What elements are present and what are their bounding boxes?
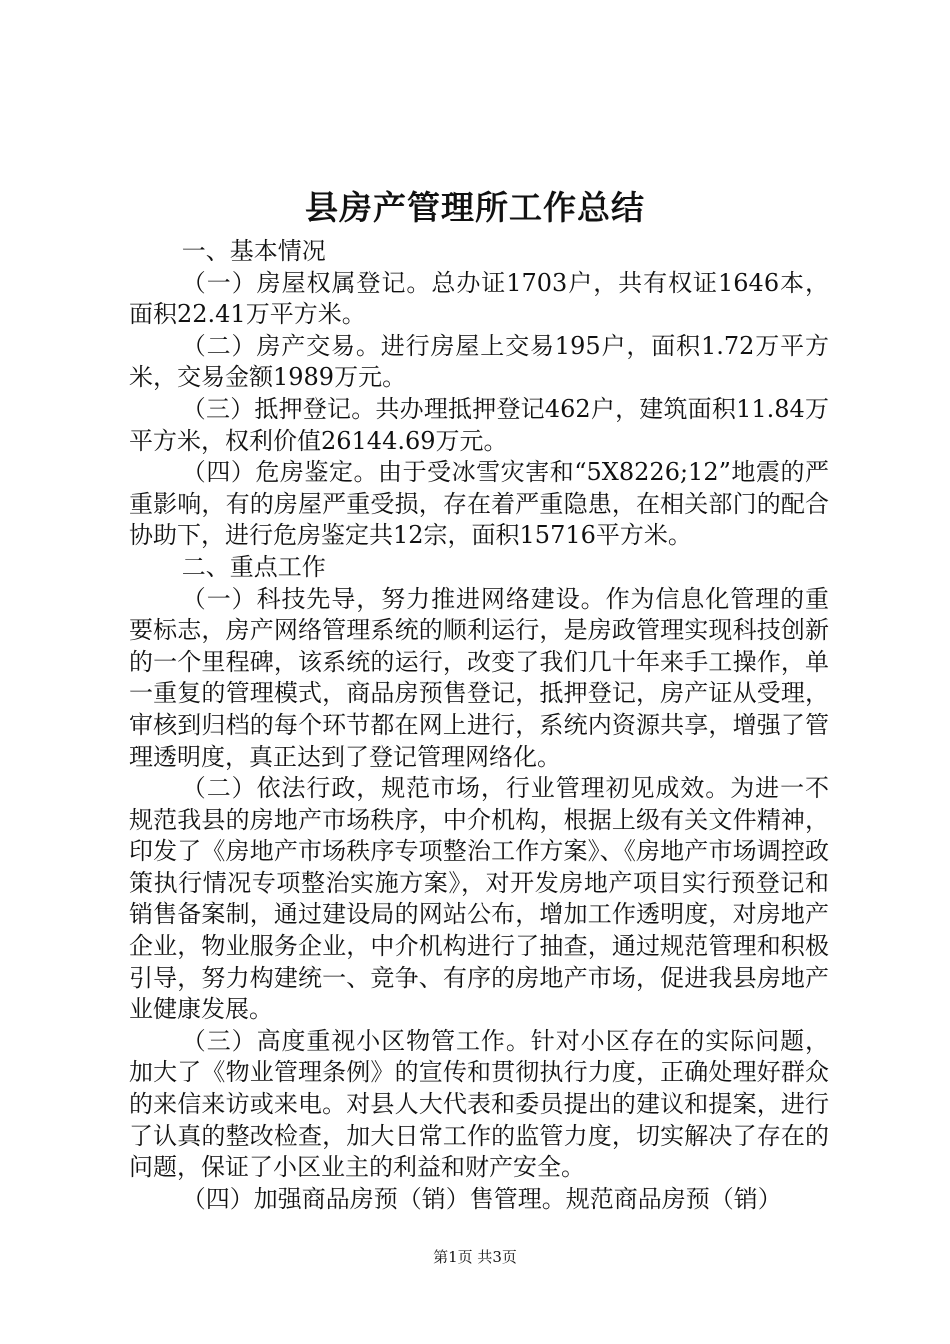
section-heading-key-work: 二、重点工作 [181, 552, 326, 581]
paragraph-dangerous-house-appraisal: （四）危房鉴定。由于受冰雪灾害和“5X8226;12”地震的严重影响，有的房屋严重受损，存在着严重隐患，在相关部门的配合协助下，进行危房鉴定共12宗，面积15716平方米。 [129, 458, 829, 550]
paragraph-mortgage-registration: （三）抵押登记。共办理抵押登记462户，建筑面积11.84万平方米，权利价值26144.69万元。 [129, 394, 829, 455]
document-body [129, 236, 829, 1215]
paragraph-network-construction: （一）科技先导，努力推进网络建设。作为信息化管理的重要标志，房产网络管理系统的顺利运行，是房政管理实现科技创新的一个里程碑，该系统的运行，改变了我们几十年来手工操作，单一重复的管理模式，商品房预售登记，抵押登记，房产证从受理，审核到归档的每个环节都在网上进行，系统内资源共享，增强了管理透明度，真正达到了登记管理网络化。 [129, 584, 829, 771]
paragraph-presale-management: （四）加强商品房预（销）售管理。规范商品房预（销） [181, 1184, 782, 1213]
paragraph-property-registration: （一）房屋权属登记。总办证1703户，共有权证1646本，面积22.41万平方米。 [129, 268, 829, 329]
paragraph-property-transaction: （二）房产交易。进行房屋上交易195户，面积1.72万平方米，交易金额1989万元。 [129, 331, 829, 392]
page-footer: 第1页 共3页 [433, 1248, 517, 1266]
document-title: 县房产管理所工作总结 [305, 188, 645, 227]
paragraph-property-management: （三）高度重视小区物管工作。针对小区存在的实际问题，加大了《物业管理条例》的宣传和贯彻执行力度，正确处理好群众的来信来访或来电。对县人大代表和委员提出的建议和提案，进行了认真的整改检查，加大日常工作的监管力度，切实解决了存在的问题，保证了小区业主的利益和财产安全。 [129, 1026, 829, 1182]
section-heading-basic-situation: 一、基本情况 [181, 237, 326, 265]
paragraph-market-regulation: （二）依法行政，规范市场，行业管理初见成效。为进一不规范我县的房地产市场秩序，中介机构，根据上级有关文件精神，印发了《房地产市场秩序专项整治工作方案》、《房地产市场调控政策执行情况专项整治实施方案》，对开发房地产项目实行预登记和销售备案制，通过建设局的网站公布，增加工作透明度，对房地产企业，物业服务企业，中介机构进行了抽查，通过规范管理和积极引导，努力构建统一、竞争、有序的房地产市场，促进我县房地产业健康发展。 [129, 774, 829, 1024]
